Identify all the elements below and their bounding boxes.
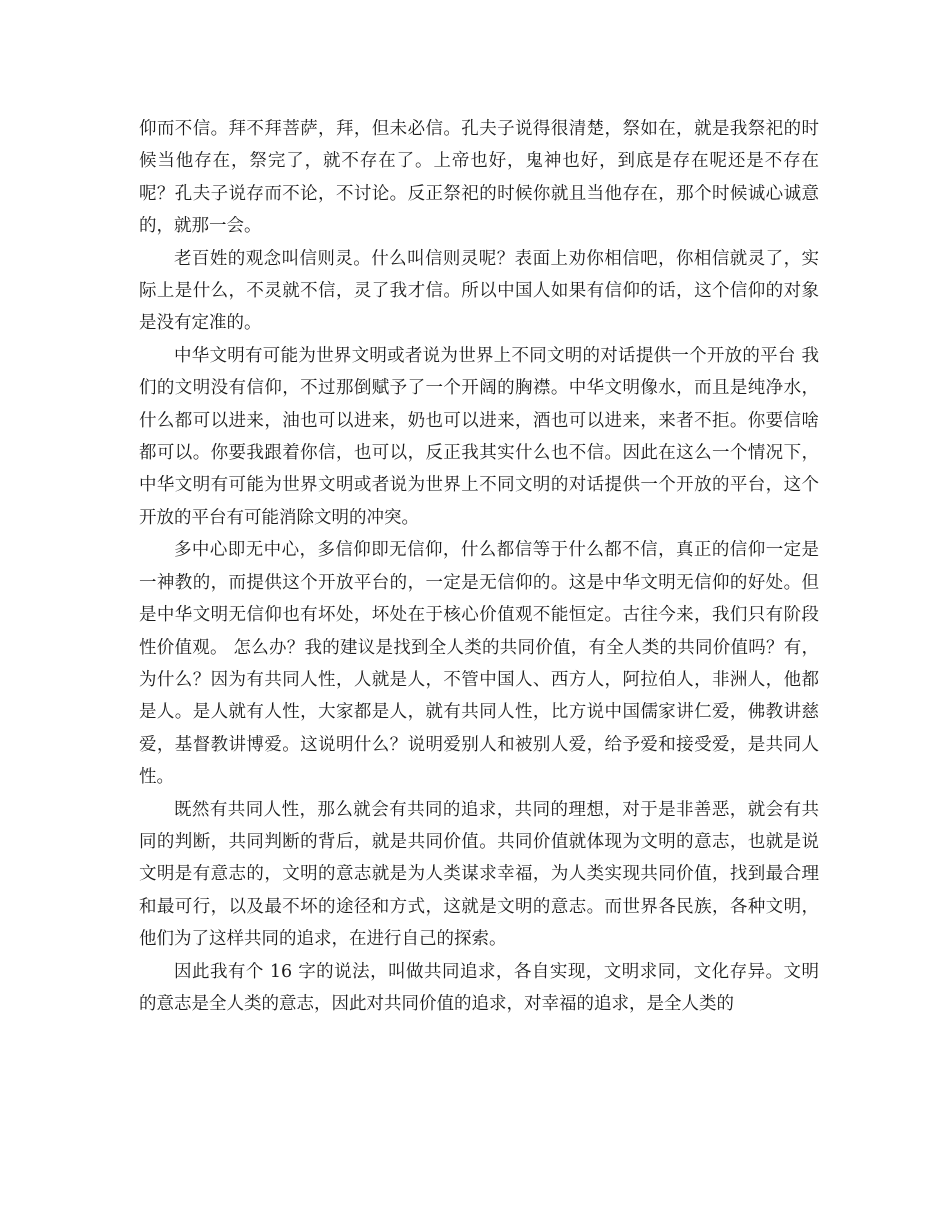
paragraph-sixteen-characters: 因此我有个 16 字的说法，叫做共同追求，各自实现，文明求同，文化存异。文明的意志是全人类的意志，因此对共同价值的追求，对幸福的追求，是全人类的 (139, 961, 819, 1014)
paragraph-open-platform: 中华文明有可能为世界文明或者说为世界上不同文明的对话提供一个开放的平台 我们的文明没有信仰，不过那倒赋予了一个开阔的胸襟。中华文明像水，而且是纯净水，什么都可以进来，油也可以进来，奶也可以进来，酒也可以进来，来者不拒。你要信啥都可以。你要我跟着你信，也可以，反正我其实什么也不信。因此在这么一个情况下，中华文明有可能为世界文明或者说为世界上不同文明的对话提供一个开放的平台，这个开放的平台有可能消除文明的冲突。 (139, 345, 819, 528)
document-body (139, 113, 819, 1020)
paragraph-common-humanity: 既然有共同人性，那么就会有共同的追求，共同的理想，对于是非善恶，就会有共同的判断，共同判断的背后，就是共同价值。共同价值就体现为文明的意志，也就是说文明是有意志的，文明的意志就是为人类谋求幸福，为人类实现共同价值，找到最合理和最可行，以及最不坏的途径和方式，这就是文明的意志。而世界各民族，各种文明，他们为了这样共同的追求，在进行自己的探索。 (139, 799, 819, 950)
paragraph-continuation: 仰而不信。拜不拜菩萨，拜，但未必信。孔夫子说得很清楚，祭如在，就是我祭祀的时候当他存在，祭完了，就不存在了。上帝也好，鬼神也好，到底是存在呢还是不存在呢？孔夫子说存而不论，不讨论。反正祭祀的时候你就且当他存在，那个时候诚心诚意的，就那一会。 (139, 119, 819, 237)
paragraph-xin-ze-ling: 老百姓的观念叫信则灵。什么叫信则灵呢？表面上劝你相信吧，你相信就灵了，实际上是什么，不灵就不信，灵了我才信。所以中国人如果有信仰的话，这个信仰的对象是没有定准的。 (139, 248, 819, 334)
paragraph-multi-center: 多中心即无中心，多信仰即无信仰，什么都信等于什么都不信，真正的信仰一定是一神教的，而提供这个开放平台的，一定是无信仰的。这是中华文明无信仰的好处。但是中华文明无信仰也有坏处，坏处在于核心价值观不能恒定。古往今来，我们只有阶段性价值观。 怎么办？我的建议是找到全人类的共同价值，有全人类的共同价值吗？有，为什么？因为有共同人性，人就是人，不管中国人、西方人，阿拉伯人，非洲人，他都是人。是人就有人性，大家都是人，就有共同人性，比方说中国儒家讲仁爱，佛教讲慈爱，基督教讲博爱。这说明什么？说明爱别人和被别人爱，给予爱和接受爱，是共同人性。 (139, 540, 819, 788)
